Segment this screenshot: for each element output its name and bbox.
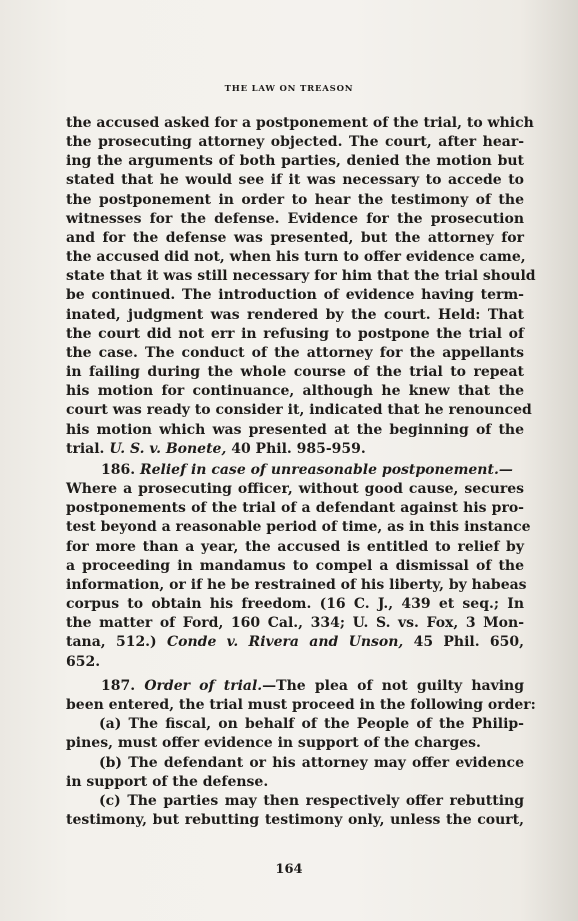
text-fragment: trial. [66, 440, 110, 457]
text-fragment: tana, 512.) [66, 634, 167, 651]
text-line: his motion which was presented at the beginning of the [66, 421, 524, 438]
paragraph-continuation [66, 114, 536, 459]
running-header: THE LAW ON TREASON [224, 84, 354, 94]
list-item-c: (c) The parties may then respectively offer rebutting [99, 792, 524, 809]
text-line: and for the defense was presented, but the attorney for [66, 229, 524, 246]
text-line: his motion for continuance, although he knew that the [66, 383, 524, 400]
text-line: be continued. The introduction of evidence having term- [66, 287, 524, 304]
text-line: ing the arguments of both parties, denied the motion but [66, 153, 524, 170]
text-line: Where a prosecuting officer, without good cause, secures [66, 481, 524, 498]
list-item-a: (a) The fiscal, on behalf of the People of the Philip- [99, 716, 524, 733]
section-number: 187. [101, 678, 136, 694]
text-fragment: 40 Phil. 985-959. [226, 440, 366, 457]
text-line: the case. The conduct of the attorney for the appellants [66, 344, 524, 361]
text-line: the prosecuting attorney objected. The court, after hear- [66, 134, 524, 151]
text-line: the court did not err in refusing to postpone the trial of [66, 325, 524, 342]
text-line: testimony, but rebutting testimony only, unless the court, [66, 812, 524, 829]
text-line: in support of the defense. [66, 773, 269, 790]
text-line: pines, must offer evidence in support of the charges. [66, 735, 481, 752]
text-line: postponements of the trial of a defendant against his pro- [66, 500, 524, 517]
text-line-last: 652. [66, 653, 101, 670]
text-line: court was ready to consider it, indicated that he renounced [66, 402, 532, 419]
section-heading-line [66, 461, 524, 480]
section-number: 186. [101, 462, 136, 478]
section-title: Relief in case of unreasonable postponement.— [139, 462, 513, 478]
text-line: information, or if he be restrained of his liberty, by habeas [66, 576, 527, 593]
text-line: inated, judgment was rendered by the court. Held: That [66, 306, 524, 323]
text-line: the accused asked for a postponement of the trial, to which [66, 115, 534, 131]
text-line: test beyond a reasonable period of time, as in this instance [66, 519, 531, 536]
case-citation: Conde v. Rivera and Unson, [167, 634, 404, 651]
text-line: the matter of Ford, 160 Cal., 334; U. S. vs. Fox, 3 Mon- [66, 615, 524, 632]
list-item-b: (b) The defendant or his attorney may offer evidence [99, 754, 524, 771]
text-line: a proceeding in mandamus to compel a dismissal of the [66, 557, 524, 574]
section-heading-line [66, 677, 524, 696]
text-line: corpus to obtain his freedom. (16 C. J., 439 et seq.; In [66, 596, 524, 613]
section-187 [66, 677, 536, 830]
case-citation: U. S. v. Bonete, [109, 440, 227, 457]
page-number: 164 [275, 862, 303, 877]
text-line: the accused did not, when his turn to offer evidence came, [66, 249, 526, 266]
text-line: been entered, the trial must proceed in the following order: [66, 697, 536, 714]
text-line [66, 633, 524, 652]
section-title: Order of trial. [144, 678, 263, 694]
text-line: the postponement in order to hear the testimony of the [66, 191, 524, 208]
text-line: in failing during the whole course of the trial to repeat [66, 364, 524, 381]
text-line: for more than a year, the accused is entitled to relief by [66, 538, 524, 555]
text-line: witnesses for the defense. Evidence for the prosecution [66, 210, 524, 227]
text-line-last [66, 440, 524, 459]
text-line: state that it was still necessary for him that the trial should [66, 268, 536, 285]
text-line: stated that he would see if it was necessary to accede to [66, 172, 524, 189]
text-fragment: 45 Phil. 650, [403, 634, 525, 651]
section-186 [66, 461, 531, 672]
text-fragment: —The plea of not guilty having [262, 678, 525, 694]
